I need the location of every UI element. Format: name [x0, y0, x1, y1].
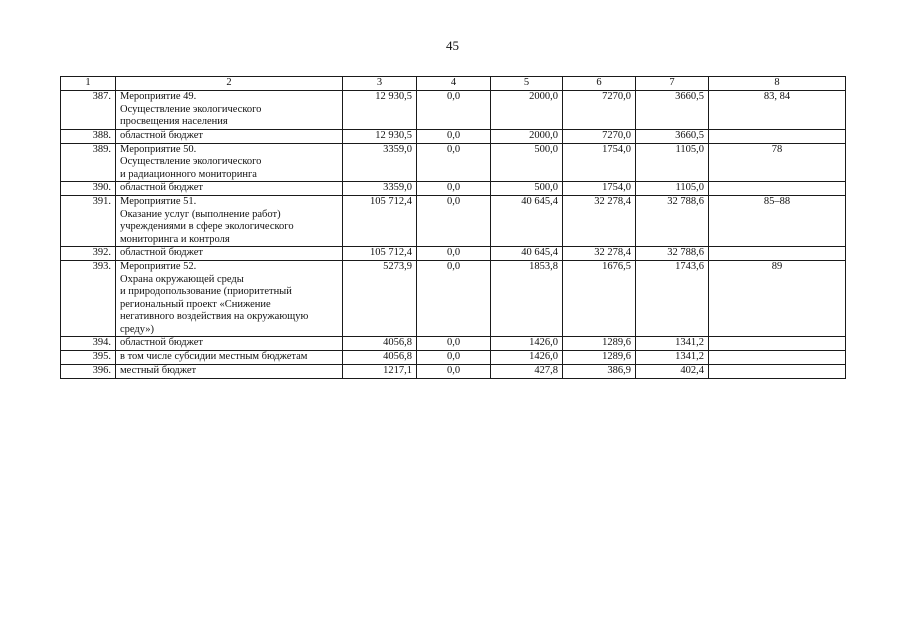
value-cell-col3: 4056,8	[343, 351, 417, 365]
value-cell-col3: 105 712,4	[343, 247, 417, 261]
table-row	[61, 129, 846, 143]
activity-name-cell	[116, 91, 343, 130]
value-cell-col7: 1341,2	[636, 337, 709, 351]
row-number-cell: 391.	[61, 196, 116, 247]
header-row	[61, 77, 846, 91]
reference-cell	[709, 337, 846, 351]
value-cell-col7: 1105,0	[636, 182, 709, 196]
value-cell-col4: 0,0	[417, 247, 491, 261]
value-cell-col6: 32 278,4	[563, 247, 636, 261]
activity-name-line: в том числе субсидии местным бюджетам	[120, 351, 308, 362]
value-cell-col7: 32 788,6	[636, 247, 709, 261]
value-cell-col4: 0,0	[417, 182, 491, 196]
table-row	[61, 91, 846, 130]
value-cell-col6: 32 278,4	[563, 196, 636, 247]
value-cell-col7: 1743,6	[636, 261, 709, 337]
value-cell-col7: 32 788,6	[636, 196, 709, 247]
value-cell-col5: 40 645,4	[491, 196, 563, 247]
activity-name-line: Мероприятие 52.	[120, 261, 197, 272]
table-row	[61, 196, 846, 247]
value-cell-col6: 1289,6	[563, 351, 636, 365]
activity-name-line: и радиационного мониторинга	[120, 168, 257, 180]
value-cell-col5: 500,0	[491, 182, 563, 196]
activity-name-line: просвещения населения	[120, 116, 228, 127]
table-row	[61, 351, 846, 365]
activity-name-cell	[116, 182, 343, 196]
table-row	[61, 182, 846, 196]
value-cell-col6: 1754,0	[563, 182, 636, 196]
activity-name-cell	[116, 247, 343, 261]
reference-cell: 83, 84	[709, 91, 846, 130]
table-row	[61, 365, 846, 379]
row-number-cell: 393.	[61, 261, 116, 337]
activity-name-line: областной бюджет	[120, 337, 203, 348]
value-cell-col3: 12 930,5	[343, 91, 417, 130]
value-cell-col4: 0,0	[417, 261, 491, 337]
value-cell-col4: 0,0	[417, 129, 491, 143]
column-header: 8	[709, 77, 846, 91]
column-header: 5	[491, 77, 563, 91]
page-number: 45	[446, 38, 459, 53]
value-cell-col7: 1105,0	[636, 143, 709, 182]
activity-name-line: мониторинга и контроля	[120, 233, 230, 245]
value-cell-col3: 3359,0	[343, 143, 417, 182]
activity-name-cell	[116, 129, 343, 143]
value-cell-col3: 5273,9	[343, 261, 417, 337]
budget-table	[60, 76, 846, 379]
activity-name-line: Мероприятие 51.	[120, 196, 197, 207]
row-number-cell: 392.	[61, 247, 116, 261]
table-row	[61, 247, 846, 261]
activity-name-line: областной бюджет	[120, 247, 203, 258]
activity-name-cell	[116, 196, 343, 247]
value-cell-col5: 1426,0	[491, 351, 563, 365]
reference-cell: 85–88	[709, 196, 846, 247]
value-cell-col4: 0,0	[417, 143, 491, 182]
row-number-cell: 395.	[61, 351, 116, 365]
column-header: 2	[116, 77, 343, 91]
reference-cell	[709, 351, 846, 365]
column-header: 6	[563, 77, 636, 91]
value-cell-col5: 2000,0	[491, 91, 563, 130]
activity-name-line: региональный проект «Снижение	[120, 298, 271, 310]
value-cell-col7: 3660,5	[636, 129, 709, 143]
value-cell-col3: 3359,0	[343, 182, 417, 196]
activity-name-line: местный бюджет	[120, 365, 197, 376]
value-cell-col7: 402,4	[636, 365, 709, 379]
activity-name-cell	[116, 351, 343, 365]
activity-name-line: Оказание услуг (выполнение работ)	[120, 208, 281, 220]
reference-cell	[709, 247, 846, 261]
value-cell-col4: 0,0	[417, 91, 491, 130]
activity-name-line: негативного воздействия на окружающую	[120, 311, 309, 322]
activity-name-line: Осуществление экологического	[120, 103, 262, 115]
activity-name-line: среду»)	[120, 323, 155, 335]
value-cell-col6: 386,9	[563, 365, 636, 379]
value-cell-col5: 1853,8	[491, 261, 563, 337]
value-cell-col7: 3660,5	[636, 91, 709, 130]
activity-name-cell	[116, 143, 343, 182]
reference-cell	[709, 182, 846, 196]
value-cell-col3: 4056,8	[343, 337, 417, 351]
activity-name-line: и природопользование (приоритетный	[120, 286, 292, 297]
table-row	[61, 143, 846, 182]
value-cell-col5: 40 645,4	[491, 247, 563, 261]
value-cell-col6: 1754,0	[563, 143, 636, 182]
value-cell-col4: 0,0	[417, 365, 491, 379]
row-number-cell: 388.	[61, 129, 116, 143]
value-cell-col5: 2000,0	[491, 129, 563, 143]
activity-name-cell	[116, 337, 343, 351]
value-cell-col4: 0,0	[417, 196, 491, 247]
row-number-cell: 390.	[61, 182, 116, 196]
column-header: 7	[636, 77, 709, 91]
value-cell-col5: 1426,0	[491, 337, 563, 351]
activity-name-cell	[116, 365, 343, 379]
activity-name-line: Осуществление экологического	[120, 156, 262, 167]
table-row	[61, 337, 846, 351]
activity-name-line: учреждениями в сфере экологического	[120, 221, 294, 232]
activity-name-line: областной бюджет	[120, 129, 203, 141]
column-header: 3	[343, 77, 417, 91]
value-cell-col4: 0,0	[417, 337, 491, 351]
activity-name-line: областной бюджет	[120, 182, 203, 193]
activity-name-line: Мероприятие 50.	[120, 143, 197, 155]
activity-name-line: Мероприятие 49.	[120, 91, 197, 102]
value-cell-col3: 105 712,4	[343, 196, 417, 247]
reference-cell	[709, 365, 846, 379]
value-cell-col3: 1217,1	[343, 365, 417, 379]
row-number-cell: 389.	[61, 143, 116, 182]
value-cell-col3: 12 930,5	[343, 129, 417, 143]
value-cell-col5: 427,8	[491, 365, 563, 379]
value-cell-col5: 500,0	[491, 143, 563, 182]
activity-name-cell	[116, 261, 343, 337]
reference-cell: 89	[709, 261, 846, 337]
row-number-cell: 387.	[61, 91, 116, 130]
reference-cell: 78	[709, 143, 846, 182]
value-cell-col6: 7270,0	[563, 91, 636, 130]
value-cell-col6: 7270,0	[563, 129, 636, 143]
table-row	[61, 261, 846, 337]
value-cell-col4: 0,0	[417, 351, 491, 365]
value-cell-col6: 1289,6	[563, 337, 636, 351]
column-header: 1	[61, 77, 116, 91]
column-header: 4	[417, 77, 491, 91]
reference-cell	[709, 129, 846, 143]
table-body	[61, 91, 846, 379]
row-number-cell: 394.	[61, 337, 116, 351]
value-cell-col7: 1341,2	[636, 351, 709, 365]
activity-name-line: Охрана окружающей среды	[120, 273, 244, 285]
value-cell-col6: 1676,5	[563, 261, 636, 337]
row-number-cell: 396.	[61, 365, 116, 379]
